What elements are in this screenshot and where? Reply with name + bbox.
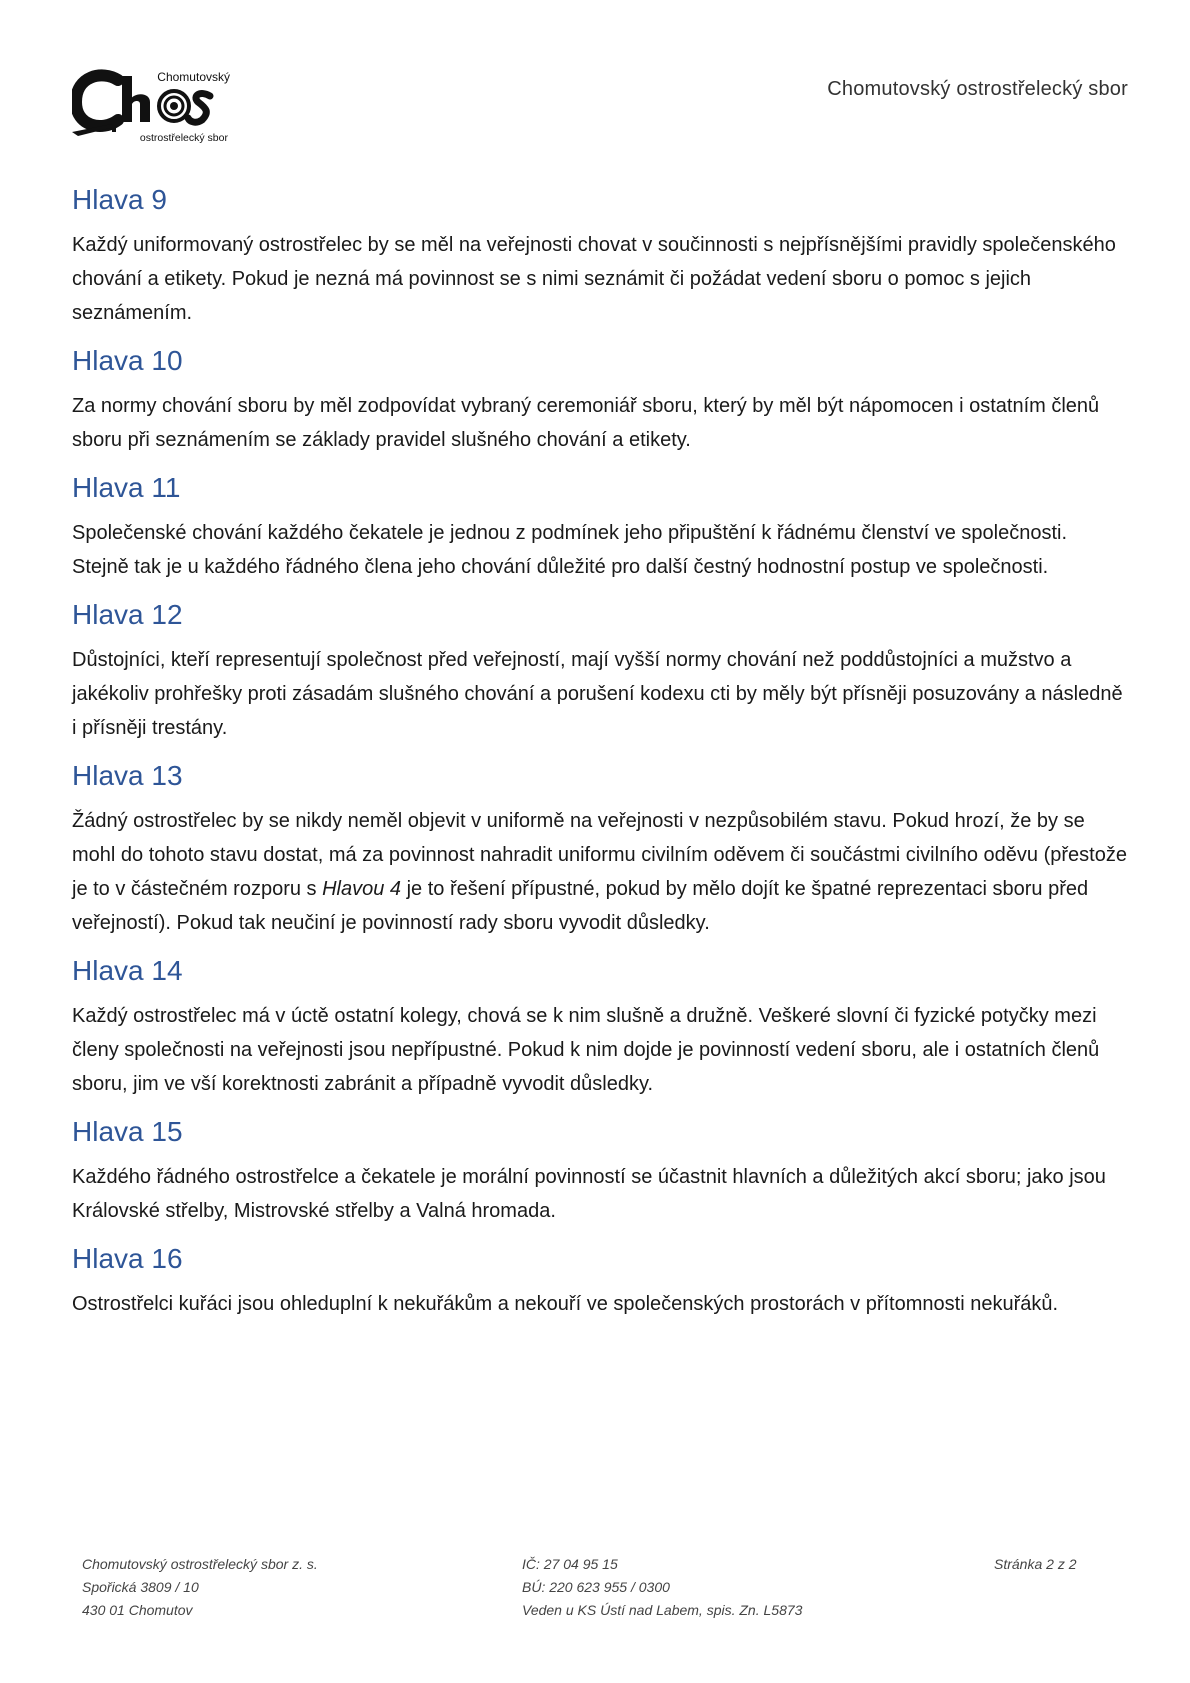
section-text: Každý ostrostřelec má v úctě ostatní kolegy, chová se k nim slušně a družně. Veškeré slovní či fyzické potyčky mezi členy společnosti na veřejnosti jsou nepřípustné. Pokud k nim dojde je povinností vedení sboru, ale i ostatních členů sboru, jim ve vší korektnosti zabránit a případně vyvodit důsledky. [72,1005,1100,1095]
section-text: Každého řádného ostrostřelce a čekatele je morální povinností se účastnit hlavních a důležitých akcí sboru; jako jsou Královské střelby, Mistrovské střelby a Valná hromada. [72,1166,1106,1222]
section-hlava-9 [72,180,1128,330]
section-hlava-13 [72,756,1128,940]
page-number: Stránka 2 z 2 [994,1556,1077,1572]
header-organization: Chomutovský ostrostřelecký sbor [827,78,1128,100]
section-text: Společenské chování každého čekatele je jednou z podmínek jeho připuštění k řádnému členství ve společnosti. Stejně tak je u každého řádného člena jeho chování důležité pro další čestný hodnostní postup ve společnosti. [72,522,1068,578]
section-title: Hlava 15 [72,1116,183,1147]
section-title: Hlava 13 [72,760,183,791]
section-text: Důstojníci, kteří representují společnost před veřejností, mají vyšší normy chování než poddůstojníci a mužstvo a jakékoliv prohřešky proti zásadám slušného chování a porušení kodexu cti by měly být přísněji posuzovány a následně i přísněji trestány. [72,649,1123,739]
section-title: Hlava 11 [72,472,181,503]
section-text-part: je to řešení přípustné, pokud by mělo dojít ke špatné reprezentaci sboru před veřejností). Pokud tak neučiní je povinností rady sboru vyvodit důsledky. [72,878,1089,934]
section-text-part: Žádný ostrostřelec by se nikdy neměl objevit v uniformě na veřejnosti v nezpůsobilém stavu. Pokud hrozí, že by se mohl do tohoto stavu dostat, má za povinnost nahradit uniformu civilním oděvem či součástmi civilního oděvu (přestože je to v částečném rozporu s [72,810,1127,900]
footer-street: Spořická 3809 / 10 [82,1579,199,1595]
footer-address [82,1553,318,1622]
logo-text-top: Chomutovský [157,70,230,84]
section-text: Za normy chování sboru by měl zodpovídat vybraný ceremoniář sboru, který by měl být nápomocen i ostatním členů sboru při seznámením se základy pravidel slušného chování a etikety. [72,395,1100,451]
section-text [72,804,1128,940]
section-hlava-12 [72,595,1128,745]
footer-registration [522,1553,802,1622]
footer-registry: Veden u KS Ústí nad Labem, spis. Zn. L5873 [522,1602,803,1618]
section-hlava-10 [72,341,1128,457]
section-text: Každý uniformovaný ostrostřelec by se měl na veřejnosti chovat v součinnosti s nejpřísnějšími pravidly společenského chování a etikety. Pokud je nezná má povinnost se s nimi seznámit či požádat vedení sboru o pomoc s jejich seznámením. [72,234,1116,324]
footer-bank-account: BÚ: 220 623 955 / 0300 [522,1579,670,1595]
section-hlava-11 [72,468,1128,584]
footer-ic: IČ: 27 04 95 15 [522,1556,618,1572]
logo-text-bottom: ostrostřelecký sbor [139,132,228,144]
section-text-reference: Hlavou 4 [322,878,402,900]
section-title: Hlava 14 [72,955,183,986]
footer-page-number [994,1553,1077,1576]
section-title: Hlava 9 [72,184,167,215]
section-title: Hlava 10 [72,345,183,376]
section-title: Hlava 16 [72,1243,183,1274]
section-hlava-16 [72,1239,1128,1321]
logo [72,66,230,150]
section-title: Hlava 12 [72,599,183,630]
section-hlava-15 [72,1112,1128,1228]
section-hlava-14 [72,951,1128,1101]
document-body [72,180,1128,1332]
footer-org-name: Chomutovský ostrostřelecký sbor z. s. [82,1556,318,1572]
section-text: Ostrostřelci kuřáci jsou ohleduplní k nekuřákům a nekouří ve společenských prostorách v přítomnosti nekuřáků. [72,1293,1059,1315]
footer-city: 430 01 Chomutov [82,1602,193,1618]
